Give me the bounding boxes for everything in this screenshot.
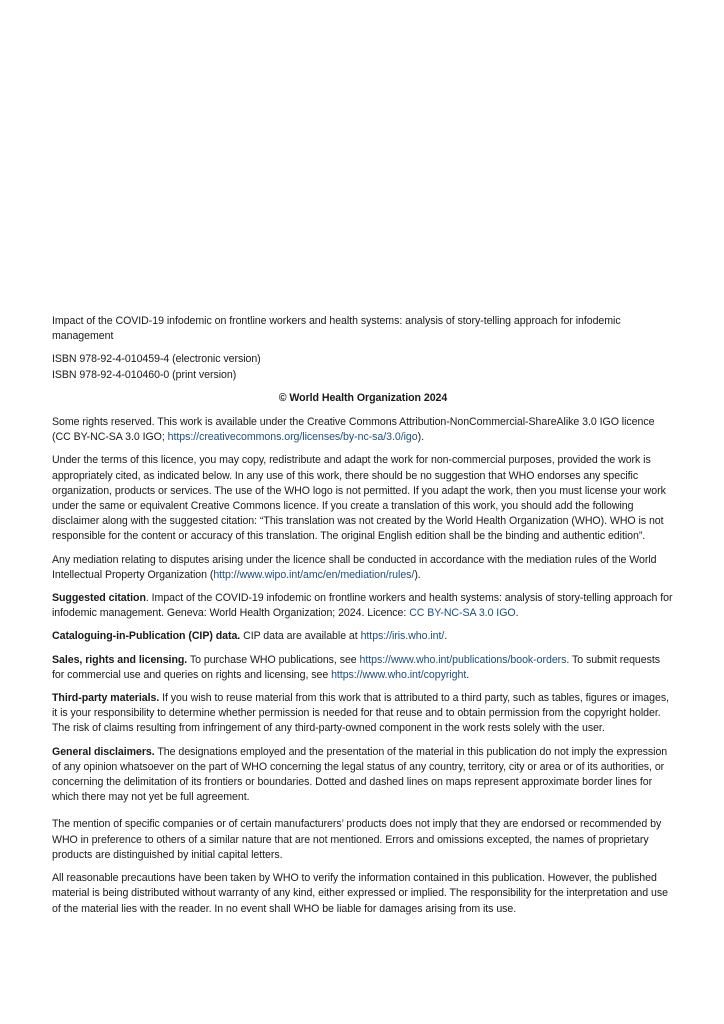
third-party-label: Third-party materials. xyxy=(52,692,160,705)
citation-licence-link[interactable]: CC BY-NC-SA 3.0 IGO xyxy=(409,607,516,620)
citation-label: Suggested citation xyxy=(52,592,146,605)
copyright-page xyxy=(52,314,674,925)
mention-paragraph: The mention of specific companies or of certain manufacturers’ products does not imply that they are endorsed or recommended by WHO in preference to others of a similar nature that are not mentioned. Errors and omissions excepted, the names of proprietary products are distinguished by initial capital letters. xyxy=(52,818,662,861)
sales-text-3: . xyxy=(466,668,470,681)
mediation-paragraph xyxy=(52,553,674,583)
general-disclaimers-text: The designations employed and the presentation of the material in this publication do not imply the expression of any opinion whatsoever on the part of WHO concerning the legal status of any country, territory, city or area or of its authorities, or concerning the delimitation of its frontiers or boundaries. Dotted and dashed lines on maps represent approximate border lines for which there may not yet be full agreement. xyxy=(52,745,668,804)
cip-label: Cataloguing-in-Publication (CIP) data. xyxy=(52,630,241,643)
copyright-link[interactable]: https://www.who.int/copyright xyxy=(331,668,467,681)
rights-text: Some rights reserved. This work is available under the Creative Commons Attribution-NonCommercial-ShareAlike 3.0 IGO licence (CC BY-NC-SA 3.0 IGO; xyxy=(52,416,655,444)
third-party-paragraph xyxy=(52,691,674,737)
isbn-electronic: ISBN 978-92-4-010459-4 (electronic version) xyxy=(52,353,261,366)
general-disclaimers-paragraph xyxy=(52,745,674,806)
wipo-mediation-link[interactable]: http://www.wipo.int/amc/en/mediation/rules/ xyxy=(213,568,415,581)
book-orders-link[interactable]: https://www.who.int/publications/book-orders xyxy=(359,653,567,666)
terms-paragraph: Under the terms of this licence, you may copy, redistribute and adapt the work for non-commercial purposes, provided the work is appropriately cited, as indicated below. In any use of this work, there should be no suggestion that WHO endorses any specific organization, products or services. The use of the WHO logo is not permitted. If you adapt the work, then you must license your work under the same or equivalent Creative Commons licence. If you create a translation of this work, you should add the following disclaimer along with the suggested citation: “This translation was not created by the World Health Organization (WHO). WHO is not responsible for the content or accuracy of this translation. The original English edition shall be the binding and authentic edition”. xyxy=(52,454,666,543)
cip-paragraph xyxy=(52,629,674,644)
rights-text-end: ). xyxy=(417,431,424,444)
isbn-block xyxy=(52,352,674,382)
rights-paragraph xyxy=(52,415,674,445)
cc-licence-link[interactable]: https://creativecommons.org/licenses/by-nc-sa/3.0/igo xyxy=(167,431,418,444)
copyright-notice: © World Health Organization 2024 xyxy=(278,391,448,404)
publication-title: Impact of the COVID-19 infodemic on frontline workers and health systems: analysis of story-telling approach for infodemic management xyxy=(52,315,621,343)
isbn-print: ISBN 978-92-4-010460-0 (print version) xyxy=(52,368,237,381)
citation-text: . Impact of the COVID-19 infodemic on frontline workers and health systems: analysis of story-telling approach for infodemic management. Geneva: World Health Organization; 2024. Licence: xyxy=(52,592,673,620)
citation-text-end: . xyxy=(515,607,519,620)
cip-text-end: . xyxy=(444,630,448,643)
citation-paragraph xyxy=(52,591,674,621)
third-party-text: If you wish to reuse material from this work that is attributed to a third party, such as tables, figures or images, it is your responsibility to determine whether permission is needed for that reuse and to obtain permission from the copyright holder. The risk of claims resulting from infringement of any third-party-owned component in the work rests solely with the user. xyxy=(52,692,669,735)
sales-text-1: To purchase WHO publications, see xyxy=(187,653,360,666)
sales-text-2: . To submit requests for commercial use and queries on rights and licensing, see xyxy=(52,653,660,681)
iris-link[interactable]: https://iris.who.int/ xyxy=(360,630,445,643)
general-disclaimers-label: General disclaimers. xyxy=(52,745,155,758)
mediation-text: Any mediation relating to disputes arising under the licence shall be conducted in accordance with the mediation rules of the World Intellectual Property Organization ( xyxy=(52,553,657,581)
sales-label: Sales, rights and licensing. xyxy=(52,653,188,666)
sales-paragraph xyxy=(52,653,674,683)
mediation-text-end: ). xyxy=(414,568,421,581)
cip-text: CIP data are available at xyxy=(240,630,361,643)
precautions-paragraph: All reasonable precautions have been taken by WHO to verify the information contained in this publication. However, the published material is being distributed without warranty of any kind, either expressed or implied. The responsibility for the interpretation and use of the material lies with the reader. In no event shall WHO be liable for damages arising from its use. xyxy=(52,872,668,915)
